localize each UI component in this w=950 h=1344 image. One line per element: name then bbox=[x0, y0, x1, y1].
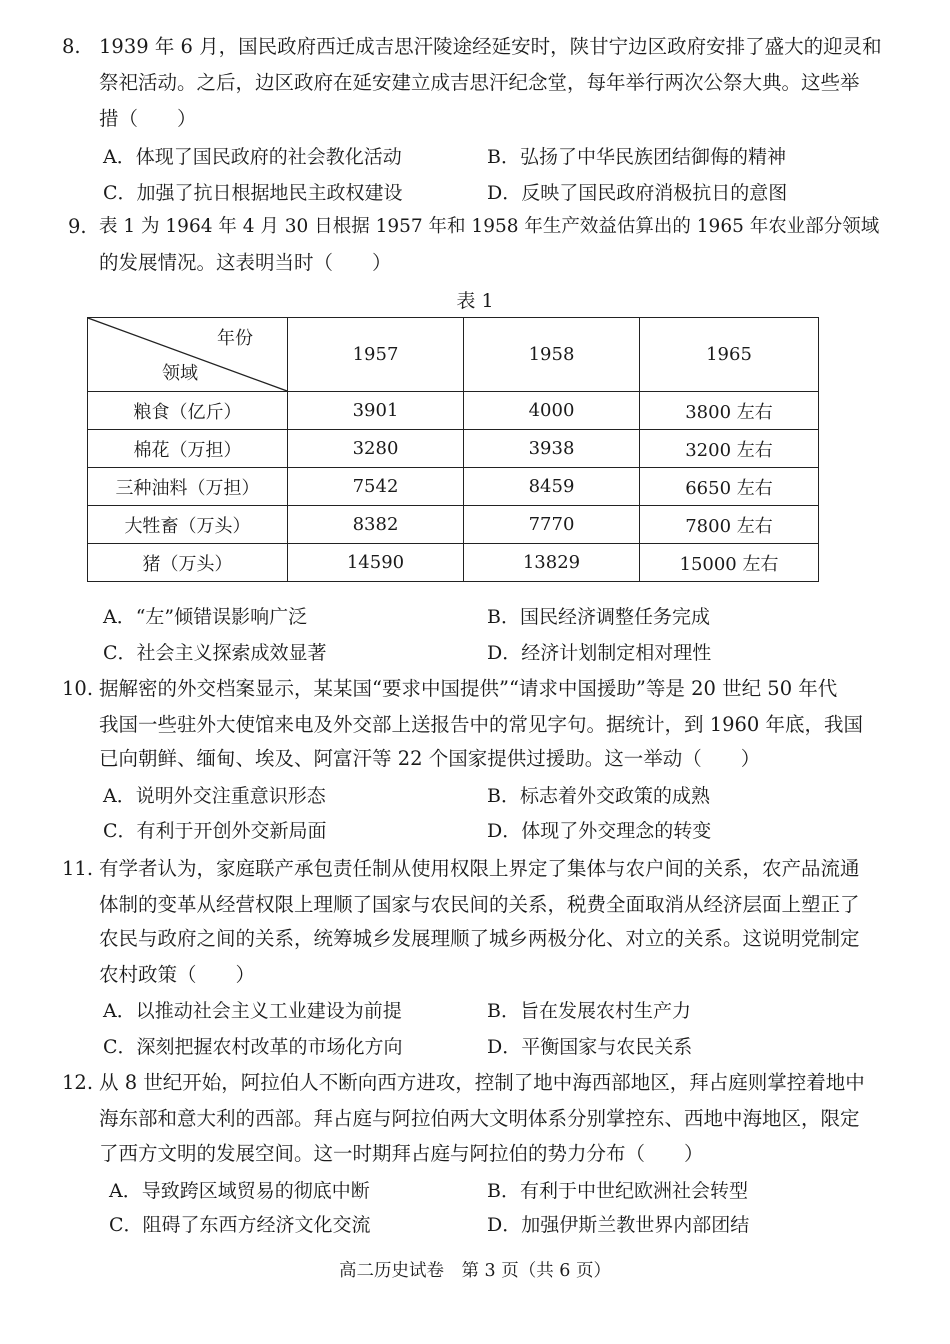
question-text-line: 农村政策（ ） bbox=[99, 963, 256, 986]
option-b[interactable]: B．有利于中世纪欧洲社会转型 bbox=[487, 1180, 748, 1202]
row-label: 猪（万头） bbox=[88, 544, 288, 582]
row-label: 粮食（亿斤） bbox=[88, 392, 288, 430]
question-number: 9. bbox=[68, 215, 87, 238]
option-c[interactable]: C．加强了抗日根据地民主政权建设 bbox=[103, 182, 403, 204]
question-number: 8. bbox=[62, 35, 81, 58]
question-text-line: 了西方文明的发展空间。这一时期拜占庭与阿拉伯的势力分布（ ） bbox=[99, 1142, 704, 1165]
table-row bbox=[88, 468, 819, 506]
table-cell: 8382 bbox=[288, 506, 464, 544]
table-row bbox=[88, 392, 819, 430]
option-a[interactable]: A．说明外交注重意识形态 bbox=[103, 785, 326, 807]
option-c[interactable]: C．有利于开创外交新局面 bbox=[103, 820, 327, 842]
table-cell: 8459 bbox=[464, 468, 640, 506]
table-row bbox=[88, 430, 819, 468]
column-header: 1957 bbox=[288, 318, 464, 392]
option-c[interactable]: C．深刻把握农村改革的市场化方向 bbox=[103, 1036, 403, 1058]
option-d[interactable]: D．加强伊斯兰教世界内部团结 bbox=[487, 1214, 750, 1236]
table-cell: 7770 bbox=[464, 506, 640, 544]
option-a[interactable]: A．体现了国民政府的社会教化活动 bbox=[103, 146, 402, 168]
row-label: 大牲畜（万头） bbox=[88, 506, 288, 544]
page-footer: 高二历史试卷 第 3 页（共 6 页） bbox=[338, 1261, 612, 1281]
table-cell: 7800 左右 bbox=[640, 506, 819, 544]
question-number: 10. bbox=[62, 677, 94, 700]
table-cell: 3200 左右 bbox=[640, 430, 819, 468]
table-cell: 14590 bbox=[288, 544, 464, 582]
table-cell: 4000 bbox=[464, 392, 640, 430]
table-cell: 15000 左右 bbox=[640, 544, 819, 582]
question-text-line: 从 8 世纪开始，阿拉伯人不断向西方进攻，控制了地中海西部地区，拜占庭则掌控着地中 bbox=[99, 1071, 865, 1094]
data-table bbox=[87, 317, 819, 582]
table-row bbox=[88, 506, 819, 544]
table-cell: 6650 左右 bbox=[640, 468, 819, 506]
option-c[interactable]: C．社会主义探索成效显著 bbox=[103, 642, 327, 664]
question-text-line: 农民与政府之间的关系，统筹城乡发展理顺了城乡两极分化、对立的关系。这说明党制定 bbox=[99, 927, 860, 950]
option-a[interactable]: A．以推动社会主义工业建设为前提 bbox=[103, 1000, 402, 1022]
option-d[interactable]: D．经济计划制定相对理性 bbox=[487, 642, 712, 664]
header-field-label: 领域 bbox=[162, 363, 198, 384]
option-d[interactable]: D．平衡国家与农民关系 bbox=[487, 1036, 693, 1058]
question-text-line: 1939 年 6 月，国民政府西迁成吉思汗陵途经延安时，陕甘宁边区政府安排了盛大的迎灵和 bbox=[99, 35, 882, 58]
table-cell: 3938 bbox=[464, 430, 640, 468]
option-d[interactable]: D．体现了外交理念的转变 bbox=[487, 820, 712, 842]
option-b[interactable]: B．国民经济调整任务完成 bbox=[487, 606, 710, 628]
question-text-line: 我国一些驻外大使馆来电及外交部上送报告中的常见字句。据统计，到 1960 年底，我国 bbox=[99, 713, 864, 736]
question-text-line: 的发展情况。这表明当时（ ） bbox=[99, 251, 392, 274]
table-caption: 表 1 bbox=[456, 290, 494, 312]
table-cell: 3901 bbox=[288, 392, 464, 430]
table-header-row bbox=[88, 318, 819, 392]
question-text-line: 已向朝鲜、缅甸、埃及、阿富汗等 22 个国家提供过援助。这一举动（ ） bbox=[99, 747, 761, 770]
option-a[interactable]: A．导致跨区域贸易的彻底中断 bbox=[109, 1180, 370, 1202]
question-text-line: 表 1 为 1964 年 4 月 30 日根据 1957 年和 1958 年生产效益估算出的 1965 年农业部分领域 bbox=[99, 216, 880, 237]
option-b[interactable]: B．旨在发展农村生产力 bbox=[487, 1000, 691, 1022]
option-b[interactable]: B．弘扬了中华民族团结御侮的精神 bbox=[487, 146, 786, 168]
column-header: 1965 bbox=[640, 318, 819, 392]
header-year-label: 年份 bbox=[217, 328, 253, 349]
question-text-line: 措（ ） bbox=[99, 107, 197, 130]
question-text-line: 据解密的外交档案显示，某某国“要求中国提供”“请求中国援助”等是 20 世纪 50 年代 bbox=[99, 677, 838, 700]
table-cell: 3800 左右 bbox=[640, 392, 819, 430]
diagonal-header-cell bbox=[88, 318, 288, 392]
option-a[interactable]: A．“左”倾错误影响广泛 bbox=[103, 606, 308, 628]
column-header: 1958 bbox=[464, 318, 640, 392]
row-label: 棉花（万担） bbox=[88, 430, 288, 468]
question-number: 11. bbox=[62, 857, 94, 880]
row-label: 三种油料（万担） bbox=[88, 468, 288, 506]
question-text-line: 海东部和意大利的西部。拜占庭与阿拉伯两大文明体系分别掌控东、西地中海地区，限定 bbox=[99, 1107, 860, 1130]
option-c[interactable]: C．阻碍了东西方经济文化交流 bbox=[109, 1214, 371, 1236]
question-text-line: 有学者认为，家庭联产承包责任制从使用权限上界定了集体与农户间的关系，农产品流通 bbox=[99, 857, 860, 880]
table-row bbox=[88, 544, 819, 582]
question-number: 12. bbox=[62, 1071, 94, 1094]
table-cell: 3280 bbox=[288, 430, 464, 468]
table-cell: 7542 bbox=[288, 468, 464, 506]
option-b[interactable]: B．标志着外交政策的成熟 bbox=[487, 785, 710, 807]
question-text-line: 体制的变革从经营权限上理顺了国家与农民间的关系，税费全面取消从经济层面上塑正了 bbox=[99, 893, 860, 916]
option-d[interactable]: D．反映了国民政府消极抗日的意图 bbox=[487, 182, 788, 204]
question-text-line: 祭祀活动。之后，边区政府在延安建立成吉思汗纪念堂，每年举行两次公祭大典。这些举 bbox=[99, 71, 860, 94]
table-cell: 13829 bbox=[464, 544, 640, 582]
